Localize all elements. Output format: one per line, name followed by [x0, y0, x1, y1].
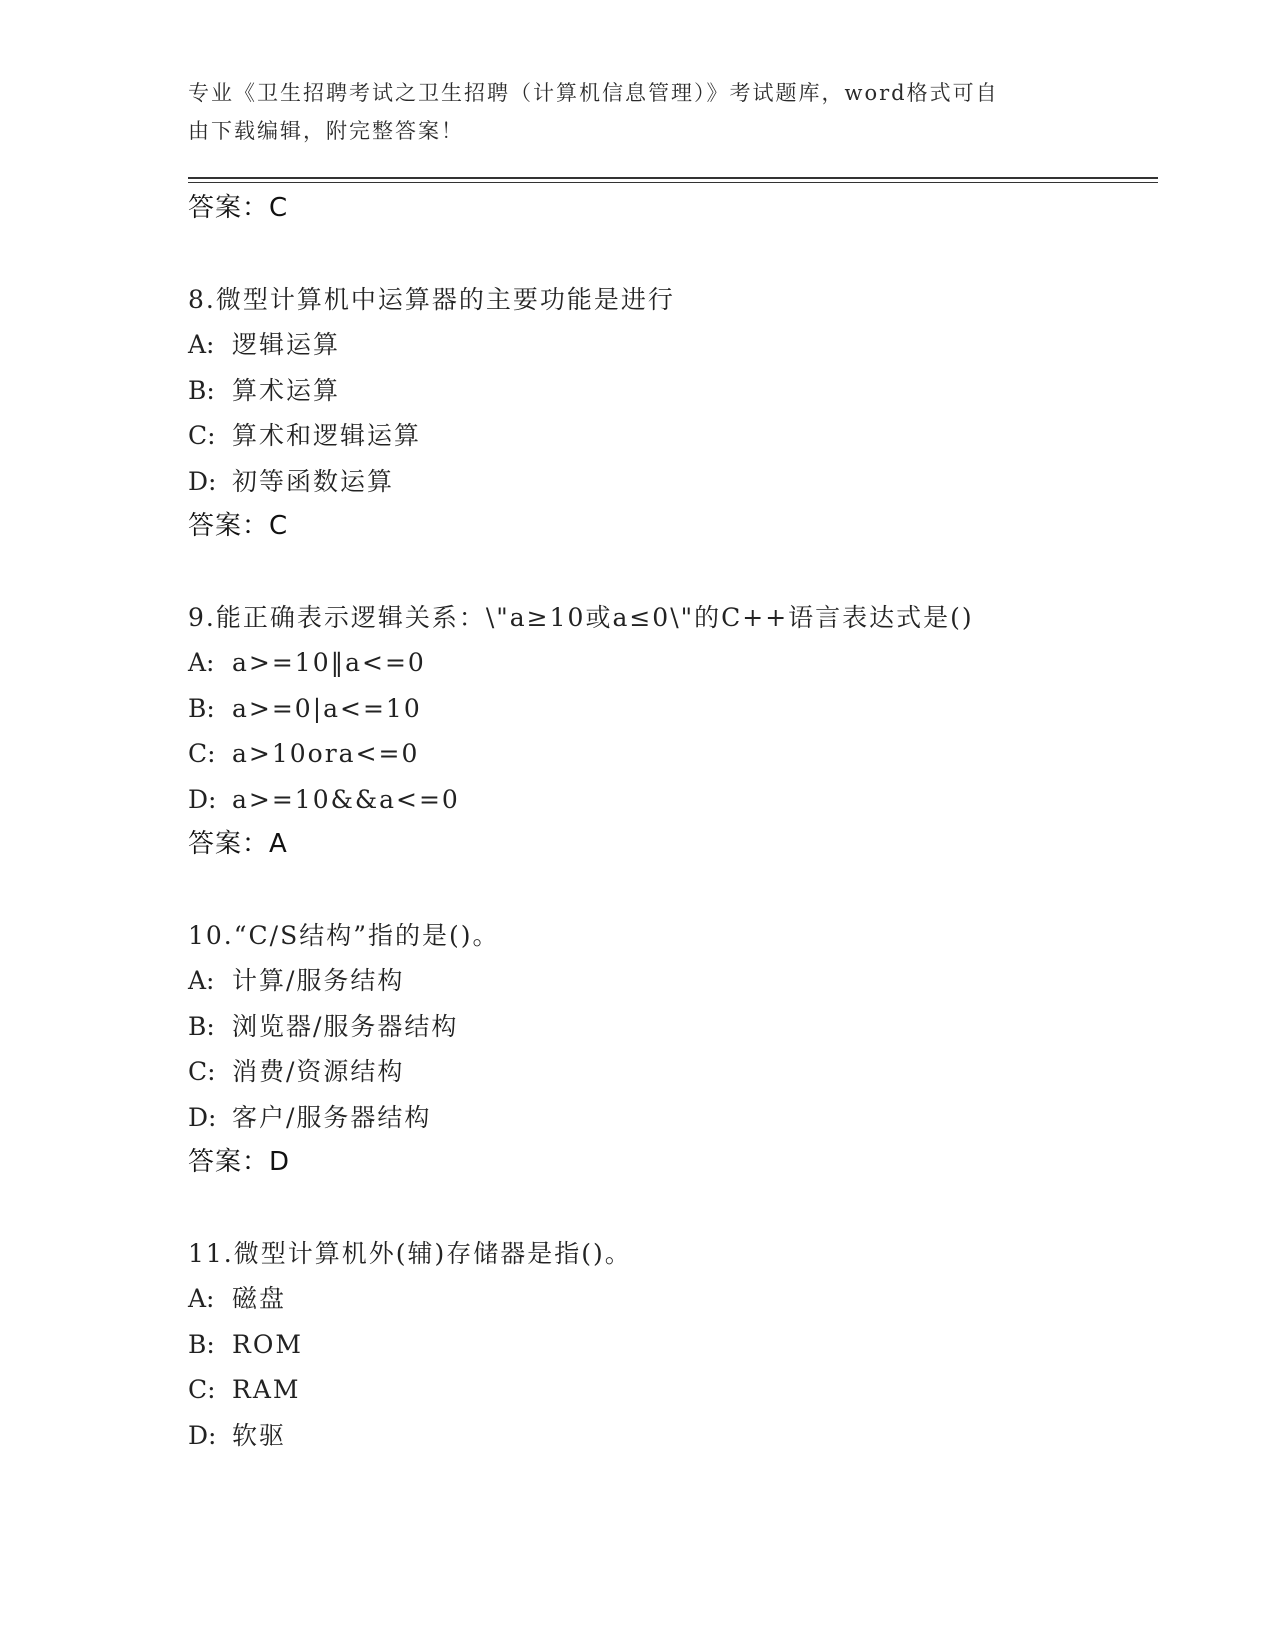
option-label: A:: [188, 330, 215, 359]
option-text: 算术运算: [232, 375, 341, 405]
option-b: [188, 686, 1148, 732]
question-stem: 9.能正确表示逻辑关系：\"a≥10或a≤0\"的C++语言表达式是(): [188, 602, 974, 632]
option-d: [188, 1095, 1148, 1141]
question-stem: 8.微型计算机中运算器的主要功能是进行: [188, 284, 675, 314]
option-text: ROM: [232, 1329, 303, 1359]
answer-line: 答案：C: [188, 511, 289, 541]
option-label: D:: [188, 466, 217, 496]
option-c: [188, 413, 1148, 459]
spacer: [188, 232, 1148, 277]
option-label: B:: [188, 375, 215, 405]
option-a: [188, 1276, 1148, 1322]
option-label: C:: [188, 421, 216, 450]
option-text: a>=10&&a<=0: [232, 784, 460, 814]
option-b: [188, 1004, 1148, 1050]
option-text: a>=0|a<=10: [232, 693, 422, 723]
question-stem: 10.“C/S结构”指的是()。: [188, 920, 500, 950]
answer-line: 答案：C: [188, 193, 289, 223]
option-text: 计算/服务结构: [232, 966, 405, 995]
answer-line: 答案：D: [188, 1147, 291, 1177]
header-divider: [188, 177, 1158, 183]
option-a: [188, 640, 1148, 686]
option-text: 磁盘: [232, 1284, 287, 1313]
spacer: [188, 550, 1148, 595]
option-text: 客户/服务器结构: [232, 1102, 432, 1132]
option-a: [188, 958, 1148, 1004]
option-label: A:: [188, 966, 215, 995]
option-text: 浏览器/服务器结构: [232, 1011, 459, 1041]
header-line-1: 专业《卫生招聘考试之卫生招聘（计算机信息管理）》考试题库，word格式可自: [188, 81, 999, 105]
spacer: [188, 1186, 1148, 1231]
option-a: [188, 322, 1148, 368]
option-c: [188, 1367, 1148, 1413]
option-label: B:: [188, 1011, 215, 1041]
option-c: [188, 731, 1148, 777]
option-label: A:: [188, 648, 215, 677]
option-d: [188, 1413, 1148, 1459]
option-text: RAM: [232, 1375, 301, 1404]
question-stem: 11.微型计算机外(辅)存储器是指()。: [188, 1238, 632, 1268]
option-text: a>10ora<=0: [232, 739, 420, 768]
option-label: B:: [188, 1329, 215, 1359]
question-block: [188, 595, 1148, 868]
question-block: [188, 913, 1148, 1186]
option-label: A:: [188, 1284, 215, 1313]
question-block: [188, 277, 1148, 550]
option-label: D:: [188, 1102, 217, 1132]
answer-line: 答案：A: [188, 829, 288, 859]
header-line-2: 由下载编辑，附完整答案！: [188, 119, 464, 143]
option-label: C:: [188, 1375, 216, 1404]
question-block: [188, 1231, 1148, 1459]
option-text: 软驱: [232, 1420, 287, 1450]
option-d: [188, 459, 1148, 505]
option-text: 初等函数运算: [232, 466, 395, 496]
spacer: [188, 868, 1148, 913]
option-label: C:: [188, 739, 216, 768]
option-label: D:: [188, 784, 217, 814]
option-label: D:: [188, 1420, 217, 1450]
option-d: [188, 777, 1148, 823]
option-text: 消费/资源结构: [232, 1057, 405, 1086]
option-text: a>=10‖a<=0: [232, 648, 426, 677]
option-c: [188, 1049, 1148, 1095]
option-text: 算术和逻辑运算: [232, 421, 422, 450]
option-b: [188, 368, 1148, 414]
option-label: B:: [188, 693, 215, 723]
option-b: [188, 1322, 1148, 1368]
question-list: [188, 186, 1148, 1458]
option-text: 逻辑运算: [232, 330, 341, 359]
document-header: [188, 74, 1088, 150]
option-label: C:: [188, 1057, 216, 1086]
